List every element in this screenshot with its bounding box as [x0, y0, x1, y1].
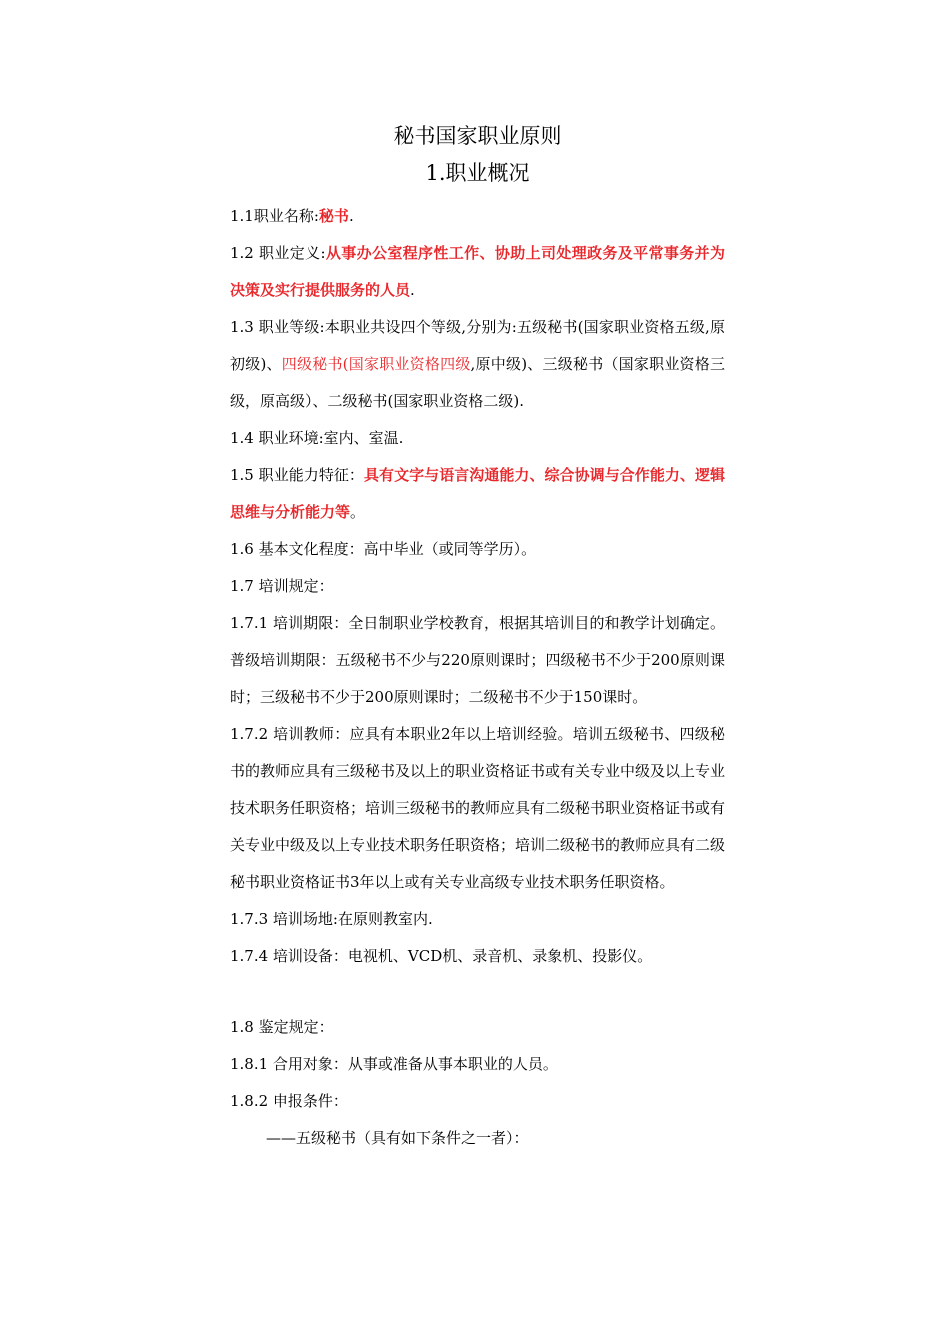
paragraph-1-4: 1.4 职业环境:室内、室温.: [230, 429, 404, 447]
paragraph-1-7: 1.7 培训规定：: [230, 577, 334, 595]
paragraph-1-5-prefix: 1.5 职业能力特征：: [230, 466, 364, 484]
paragraph-1-7-3: 1.7.3 培训场地:在原则教室内.: [230, 910, 433, 928]
paragraph-1-2-prefix: 1.2 职业定义:: [230, 244, 326, 262]
paragraph-1-5-suffix: 。: [350, 503, 366, 521]
section-heading: 1.职业概况: [425, 161, 530, 185]
grade-5-conditions-heading: ——五级秘书（具有如下条件之一者）：: [266, 1129, 529, 1147]
paragraph-1-3-suffix: ,原中级)、三级秘书（国家职业资格三级，原高级）、二级秘书(国家职业资格二级).: [230, 355, 725, 410]
paragraph-1-6: 1.6 基本文化程度：高中毕业（或同等学历）。: [230, 540, 537, 558]
paragraph-1-8: 1.8 鉴定规定：: [230, 1018, 334, 1036]
paragraph-1-3-highlight: 四级秘书(国家职业资格四级: [281, 355, 471, 373]
paragraph-1-3-prefix: 1.3 职业等级:本职业共设四个等级,分别为:五级秘书(国家职业资格五级,原初级)、: [230, 318, 725, 373]
paragraph-1-5: [230, 457, 725, 531]
paragraph-1-2-suffix: .: [410, 281, 415, 299]
document-body: [230, 118, 725, 1157]
paragraph-1-7-2: 1.7.2 培训教师：应具有本职业2年以上培训经验。培训五级秘书、四级秘书的教师应具有三级秘书及以上的职业资格证书或有关专业中级及以上专业技术职务任职资格；培训三级秘书的教师应具有二级秘书职业资格证书或有关专业中级及以上专业技术职务任职资格；培训二级秘书的教师应具有二级秘书职业资格证书3年以上或有关专业高级专业技术职务任职资格。: [230, 725, 726, 891]
paragraph-1-1-highlight: 秘书: [318, 207, 349, 225]
paragraph-1-3: [230, 309, 725, 420]
paragraph-1-7-4: 1.7.4 培训设备：电视机、VCD机、录音机、录象机、投影仪。: [230, 947, 653, 965]
paragraph-1-5-highlight: 具有文字与语言沟通能力、综合协调与合作能力、逻辑思维与分析能力等: [230, 466, 725, 521]
paragraph-1-2: [230, 235, 725, 309]
document-title: 秘书国家职业原则: [393, 124, 562, 148]
paragraph-1-8-2: 1.8.2 申报条件：: [230, 1092, 348, 1110]
paragraph-1-2-highlight: 从事办公室程序性工作、协助上司处理政务及平常事务并为决策及实行提供服务的人员: [230, 244, 725, 299]
paragraph-1-1-suffix: .: [348, 207, 354, 225]
paragraph-1-8-1: 1.8.1 合用对象：从事或准备从事本职业的人员。: [230, 1055, 558, 1073]
paragraph-1-1: [230, 198, 725, 235]
paragraph-1-1-prefix: 1.1职业名称:: [230, 207, 319, 225]
blank-line: [230, 975, 725, 1009]
paragraph-1-7-1: 1.7.1 培训期限：全日制职业学校教育，根据其培训目的和教学计划确定。普级培训期限：五级秘书不少与220原则课时；四级秘书不少于200原则课时；三级秘书不少于200原则课时；二级秘书不少于150课时。: [230, 614, 725, 706]
